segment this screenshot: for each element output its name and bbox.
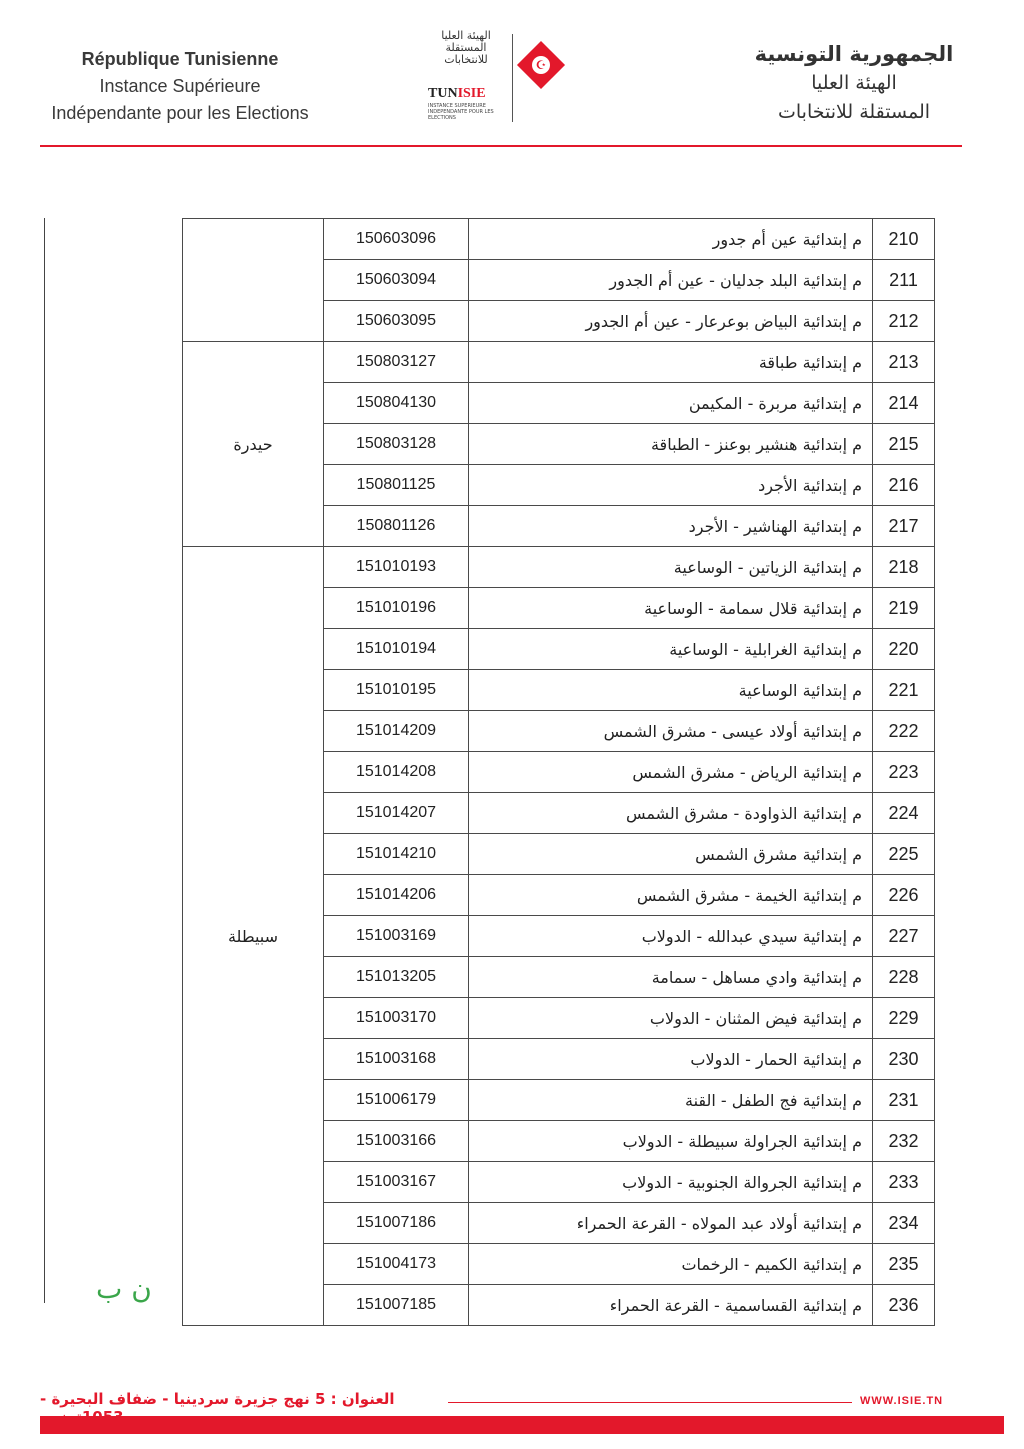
- station-code-cell: 151003169: [324, 916, 469, 957]
- station-code-cell: 151003170: [324, 998, 469, 1039]
- row-number-cell: 229: [873, 998, 935, 1039]
- station-name-cell: م إبتدائية الحمار - الدولاب: [469, 1039, 873, 1080]
- header-ar-line2: الهيئة العليا: [811, 72, 897, 94]
- station-name-cell: م إبتدائية القساسمية - القرعة الحمراء: [469, 1285, 873, 1326]
- row-number-cell: 228: [873, 957, 935, 998]
- logo-name: [428, 86, 486, 102]
- table-row: [183, 219, 935, 260]
- station-name-cell: م إبتدائية البلد جدليان - عين أم الجدور: [469, 260, 873, 301]
- margin-line: [44, 218, 45, 1303]
- row-number-cell: 227: [873, 916, 935, 957]
- row-number-cell: 216: [873, 465, 935, 506]
- table-row: [183, 342, 935, 383]
- logo-subtitle: INSTANCE SUPERIEURE INDEPENDANTE POUR LES ELECTIONS: [428, 103, 494, 121]
- row-number-cell: 230: [873, 1039, 935, 1080]
- header-french: [30, 46, 330, 127]
- station-name-cell: م إبتدائية الرياض - مشرق الشمس: [469, 752, 873, 793]
- tunisia-flag-icon: [517, 41, 565, 89]
- station-code-cell: 151014208: [324, 752, 469, 793]
- station-name-cell: م إبتدائية الهناشير - الأجرد: [469, 506, 873, 547]
- footer-divider: [448, 1402, 852, 1403]
- station-name-cell: م إبتدائية مربرة - المكيمن: [469, 383, 873, 424]
- row-number-cell: 219: [873, 588, 935, 629]
- row-number-cell: 234: [873, 1203, 935, 1244]
- row-number-cell: 231: [873, 1080, 935, 1121]
- header-fr-line3: Indépendante pour les Elections: [51, 103, 309, 123]
- station-name-cell: م إبتدائية الذواودة - مشرق الشمس: [469, 793, 873, 834]
- row-number-cell: 224: [873, 793, 935, 834]
- table-row: [183, 547, 935, 588]
- station-code-cell: 151014209: [324, 711, 469, 752]
- row-number-cell: 233: [873, 1162, 935, 1203]
- station-code-cell: 151010194: [324, 629, 469, 670]
- row-number-cell: 226: [873, 875, 935, 916]
- station-name-cell: م إبتدائية وادي مساهل - سمامة: [469, 957, 873, 998]
- station-name-cell: م إبتدائية الكميم - الرخمات: [469, 1244, 873, 1285]
- header-fr-line1: République Tunisienne: [81, 49, 279, 69]
- handwritten-initials: ن ب: [96, 1272, 152, 1305]
- page-footer: [0, 1380, 1024, 1449]
- station-code-cell: 151010193: [324, 547, 469, 588]
- logo-divider: [512, 34, 513, 122]
- station-code-cell: 151014207: [324, 793, 469, 834]
- station-name-cell: م إبتدائية الغرابلية - الوساعية: [469, 629, 873, 670]
- station-name-cell: م إبتدائية فج الطفل - القنة: [469, 1080, 873, 1121]
- header-ar-line3: المستقلة للانتخابات: [777, 101, 931, 123]
- row-number-cell: 217: [873, 506, 935, 547]
- logo-name-part-b: ISIE: [457, 86, 486, 101]
- row-number-cell: 210: [873, 219, 935, 260]
- station-name-cell: م إبتدائية فيض المثنان - الدولاب: [469, 998, 873, 1039]
- station-name-cell: م إبتدائية عين أم جدور: [469, 219, 873, 260]
- header-arabic: [744, 40, 964, 127]
- station-code-cell: 151006179: [324, 1080, 469, 1121]
- header-fr-line2: Instance Supérieure: [99, 76, 261, 96]
- row-number-cell: 225: [873, 834, 935, 875]
- station-name-cell: م إبتدائية البياض بوعرعار - عين أم الجدور: [469, 301, 873, 342]
- station-code-cell: 150603095: [324, 301, 469, 342]
- station-code-cell: 151004173: [324, 1244, 469, 1285]
- station-name-cell: م إبتدائية أولاد عبد المولاه - القرعة الحمراء: [469, 1203, 873, 1244]
- station-name-cell: م إبتدائية أولاد عيسى - مشرق الشمس: [469, 711, 873, 752]
- delegation-cell: حيدرة: [183, 342, 324, 547]
- row-number-cell: 221: [873, 670, 935, 711]
- logo-name-part-a: TUN: [428, 86, 458, 101]
- row-number-cell: 213: [873, 342, 935, 383]
- isie-logo: [424, 30, 574, 130]
- station-code-cell: 151013205: [324, 957, 469, 998]
- station-name-cell: م إبتدائية الجراولة سبيطلة - الدولاب: [469, 1121, 873, 1162]
- row-number-cell: 211: [873, 260, 935, 301]
- row-number-cell: 235: [873, 1244, 935, 1285]
- station-name-cell: م إبتدائية الخيمة - مشرق الشمس: [469, 875, 873, 916]
- station-name-cell: م إبتدائية مشرق الشمس: [469, 834, 873, 875]
- station-code-cell: 151007186: [324, 1203, 469, 1244]
- station-code-cell: 151003168: [324, 1039, 469, 1080]
- station-code-cell: 151014210: [324, 834, 469, 875]
- station-name-cell: م إبتدائية الجروالة الجنوبية - الدولاب: [469, 1162, 873, 1203]
- row-number-cell: 232: [873, 1121, 935, 1162]
- footer-address: العنوان : 5 نهج جزيرة سردينيا - ضفاف البحيرة -: [40, 1390, 395, 1408]
- row-number-cell: 214: [873, 383, 935, 424]
- station-code-cell: 151010196: [324, 588, 469, 629]
- station-code-cell: 151014206: [324, 875, 469, 916]
- station-code-cell: 151003167: [324, 1162, 469, 1203]
- header-ar-line1: الجمهورية التونسية: [754, 42, 954, 66]
- row-number-cell: 212: [873, 301, 935, 342]
- station-code-cell: 150804130: [324, 383, 469, 424]
- delegation-cell: [183, 219, 324, 342]
- station-name-cell: م إبتدائية الوساعية: [469, 670, 873, 711]
- row-number-cell: 218: [873, 547, 935, 588]
- station-code-cell: 151003166: [324, 1121, 469, 1162]
- station-code-cell: 150803128: [324, 424, 469, 465]
- station-code-cell: 150801125: [324, 465, 469, 506]
- row-number-cell: 215: [873, 424, 935, 465]
- header-divider: [40, 145, 962, 147]
- crescent-star-icon: ☪: [532, 56, 550, 74]
- station-name-cell: م إبتدائية طباقة: [469, 342, 873, 383]
- station-code-cell: 150801126: [324, 506, 469, 547]
- station-code-cell: 151007185: [324, 1285, 469, 1326]
- station-code-cell: 151010195: [324, 670, 469, 711]
- station-code-cell: 150603096: [324, 219, 469, 260]
- row-number-cell: 222: [873, 711, 935, 752]
- row-number-cell: 223: [873, 752, 935, 793]
- footer-bar: [40, 1416, 1004, 1434]
- station-name-cell: م إبتدائية سيدي عبدالله - الدولاب: [469, 916, 873, 957]
- page-header: [0, 0, 1024, 150]
- delegation-cell: سبيطلة: [183, 547, 324, 1326]
- station-name-cell: م إبتدائية قلال سمامة - الوساعية: [469, 588, 873, 629]
- polling-stations-table: [182, 218, 935, 1326]
- station-name-cell: م إبتدائية الزياتين - الوساعية: [469, 547, 873, 588]
- station-name-cell: م إبتدائية الأجرد: [469, 465, 873, 506]
- station-code-cell: 150603094: [324, 260, 469, 301]
- row-number-cell: 220: [873, 629, 935, 670]
- logo-arabic-text: الهيئة العليا المستقلة للانتخابات: [441, 29, 491, 66]
- row-number-cell: 236: [873, 1285, 935, 1326]
- station-name-cell: م إبتدائية هنشير بوعنز - الطباقة: [469, 424, 873, 465]
- station-code-cell: 150803127: [324, 342, 469, 383]
- footer-website: WWW.ISIE.TN: [860, 1395, 944, 1407]
